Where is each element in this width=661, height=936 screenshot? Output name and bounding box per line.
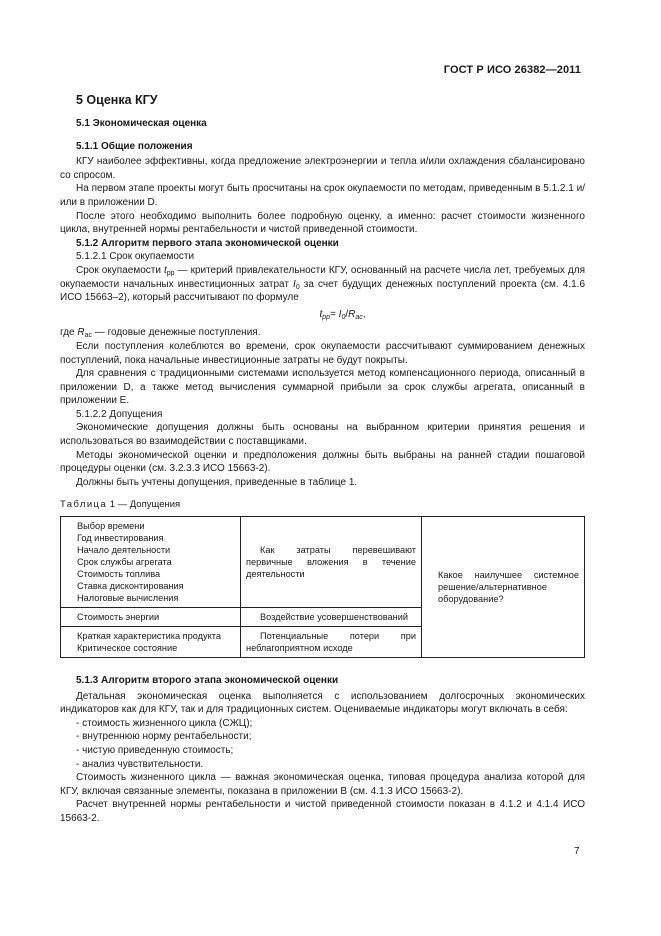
paragraph: Методы экономической оценки и предположения должны быть выбраны на ранней стадии пошаговой процедуры оценки (см. 3.2.3.3 ИСО 15663-2). (60, 449, 585, 475)
standard-header: ГОСТ Р ИСО 26382—2011 (443, 64, 581, 76)
formula-explanation: где $R_{ac}$ — годовые денежные поступления. (60, 327, 261, 340)
list-item: - внутреннюю норму рентабельности; (76, 731, 252, 743)
section-5-heading: 5 Оценка КГУ (76, 93, 158, 107)
list-item: - стоимость жизненного цикла (СЖЦ); (76, 717, 253, 729)
paragraph: Расчет внутренней нормы рентабельности и чистой приведенной стоимости показан в 4.1.2 и 4.1.4 ИСО 15663-2. (60, 799, 585, 824)
page-content (60, 92, 585, 826)
table-cell: Потенциальные потери при неблагоприятном исходе (241, 627, 422, 658)
section-5-1-1-heading: 5.1.1 Общие положения (76, 140, 193, 152)
table-cell: Как затраты перевешивают первичные вложения в течение деятельности (241, 517, 422, 608)
table-caption: Таблица 1 — Допущения (60, 499, 181, 511)
paragraph: Для сравнения с традиционными системами используется метод компенсационного периода, описанный в приложении D, а также метод вычисления суммарной прибыли за срок службы агрегата, описанный в приложении E. (60, 368, 585, 407)
paragraph: Экономические допущения должны быть основаны на выбранном критерии принятия решения и использоваться во взаимодействии с поставщиками. (60, 422, 585, 448)
table-cell: Какое наилучшее системное решение/альтернативное оборудование? (422, 517, 585, 658)
section-5-1-heading: 5.1 Экономическая оценка (76, 118, 207, 129)
section-5-1-2-2-heading: 5.1.2.2 Допущения (76, 408, 163, 420)
payback-definition-paragraph: Срок окупаемости $t_{pp}$ — критерий привлекательности КГУ, основанный на расчете числа лет, требуемых для окупаемости начальных инвестиционных затрат $I_0$ за счет будущих денежных поступлений проекта (см. 4.1.6 ИСО 15663–2), который рассчитывают по формуле (60, 264, 586, 304)
section-5-1-2-heading: 5.1.2 Алгоритм первого этапа экономической оценки (76, 237, 339, 249)
paragraph: КГУ наиболее эффективны, когда предложение электроэнергии и тепла и/или охлаждения сбалансировано со спросом. (60, 156, 585, 181)
paragraph: Должны быть учтены допущения, приведенные в таблице 1. (76, 476, 358, 488)
payback-formula: $t_{pp}= I_0/R_{ac}$, (319, 308, 366, 321)
table-cell: Краткая характеристика продукта Критическое состояние (61, 627, 241, 658)
table-cell: Выбор времени Год инвестирования Начало деятельности Срок службы агрегата Стоимость топлива Ставка дисконтирования Налоговые вычисления (61, 517, 241, 608)
table-cell: Воздействие усовершенствований (241, 608, 422, 627)
paragraph: На первом этапе проекты могут быть просчитаны на срок окупаемости по методам, приведенным в 5.1.2.1 и/или в приложении D. (60, 183, 585, 208)
list-item: - анализ чувствительности. (76, 758, 204, 770)
table-row (61, 517, 585, 608)
list-item: - чистую приведенную стоимость; (76, 745, 234, 756)
table-cell: Стоимость энергии (61, 608, 241, 627)
section-5-1-3-heading: 5.1.3 Алгоритм второго этапа экономической оценки (76, 675, 339, 687)
assumptions-table (60, 516, 585, 658)
indicator-list (60, 717, 585, 771)
paragraph: Детальная экономическая оценка выполняется с использованием долгосрочных экономических индикаторов как для КГУ, так и для традиционных систем. Оцениваемые индикаторы могут включать в себя: (60, 690, 585, 716)
section-5-1-2-1-heading: 5.1.2.1 Срок окупаемости (76, 251, 195, 263)
page-number: 7 (574, 846, 580, 857)
paragraph: Стоимость жизненного цикла — важная экономическая оценка, типовая процедура анализа которой для КГУ, включая связанные элементы, показана в приложении B (см. 4.1.3 ИСО 15663-2). (60, 772, 585, 797)
paragraph: После этого необходимо выполнить более подробную оценку, а именно: расчет стоимости жизненного цикла, внутренней нормы рентабельности и чистой приведенной стоимости. (60, 210, 585, 236)
paragraph: Если поступления колеблются во времени, срок окупаемости рассчитывают суммированием денежных поступлений, пока начальные инвестиционные затраты не будут покрыты. (60, 340, 585, 366)
